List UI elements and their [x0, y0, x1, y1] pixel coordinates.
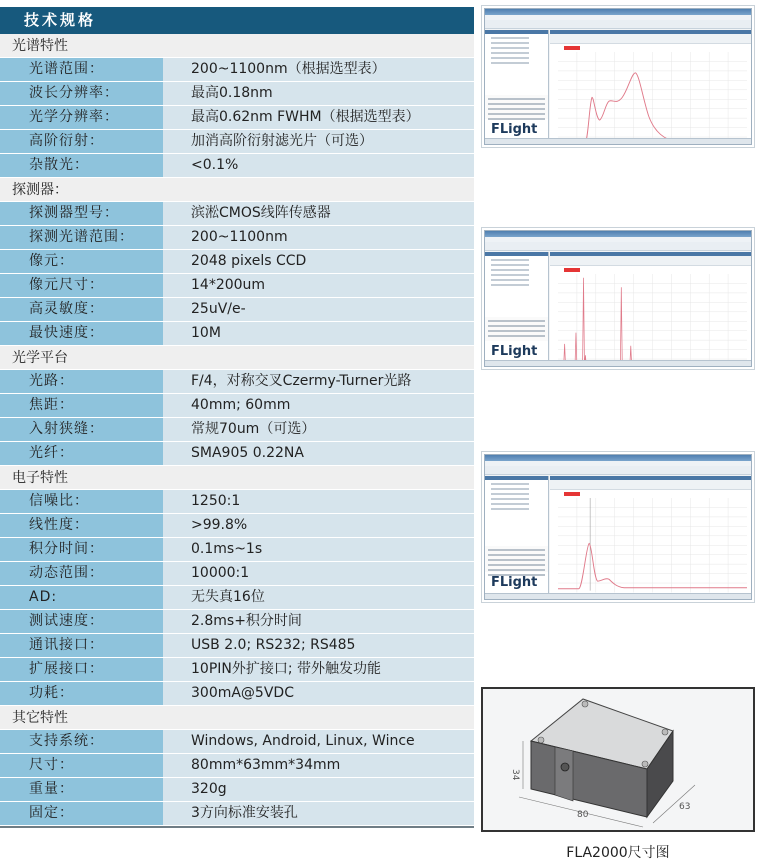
toolbar — [485, 242, 751, 251]
spec-label: 光谱范围： — [0, 58, 163, 81]
spec-value: <0.1% — [163, 154, 474, 177]
app-window — [484, 8, 752, 145]
spec-label: 像元： — [0, 250, 163, 273]
spec-label: 入射狭缝： — [0, 418, 163, 441]
spec-label: 尺寸： — [0, 754, 163, 777]
spec-label: 重量： — [0, 778, 163, 801]
spec-row — [0, 562, 474, 586]
length-dimension: 80 — [577, 810, 589, 820]
spec-value: 14*200um — [163, 274, 474, 297]
spec-row — [0, 514, 474, 538]
spec-value: 1250:1 — [163, 490, 474, 513]
spec-value: 无失真16位 — [163, 586, 474, 609]
left-panel — [485, 252, 549, 360]
spec-value: Windows, Android, Linux, Wince — [163, 730, 474, 753]
spec-value: 2.8ms+积分时间 — [163, 610, 474, 633]
flight-logo: FLight — [491, 574, 538, 590]
spec-value: 40mm; 60mm — [163, 394, 474, 417]
spec-row — [0, 250, 474, 274]
spec-bottom-rule — [0, 826, 474, 828]
spec-label: 功耗： — [0, 682, 163, 705]
spec-row — [0, 298, 474, 322]
app-window — [484, 230, 752, 367]
spec-label: 杂散光： — [0, 154, 163, 177]
section-header: 其它特性 — [0, 706, 474, 730]
device-3d-drawing — [483, 689, 753, 830]
spec-label: 焦距： — [0, 394, 163, 417]
spec-label: 最快速度： — [0, 322, 163, 345]
spec-label: 线性度： — [0, 514, 163, 537]
spec-row — [0, 106, 474, 130]
section-header: 探测器： — [0, 178, 474, 202]
spec-value: 3方向标准安装孔 — [163, 802, 474, 825]
toolbar — [485, 20, 751, 29]
spec-row — [0, 754, 474, 778]
red-tag — [564, 268, 580, 272]
spec-value: 300mA@5VDC — [163, 682, 474, 705]
spec-row — [0, 778, 474, 802]
spec-label: 像元尺寸： — [0, 274, 163, 297]
spectrum-panel — [550, 30, 751, 138]
spec-label: 光纤： — [0, 442, 163, 465]
spec-table — [0, 7, 474, 828]
spectrum-chart — [558, 274, 747, 367]
spec-label: 固定： — [0, 802, 163, 825]
app-window — [484, 454, 752, 600]
spec-row — [0, 730, 474, 754]
spec-label: 测试速度： — [0, 610, 163, 633]
section-header: 电子特性 — [0, 466, 474, 490]
red-tag — [564, 46, 580, 50]
statusbar — [485, 360, 751, 366]
spec-row — [0, 82, 474, 106]
spec-row — [0, 226, 474, 250]
spec-label: 信噪比： — [0, 490, 163, 513]
device-dimension-figure — [481, 687, 755, 832]
spec-row — [0, 394, 474, 418]
spec-label: AD: — [0, 586, 163, 609]
spec-label: 光学分辨率： — [0, 106, 163, 129]
spec-row — [0, 610, 474, 634]
height-dimension: 34 — [510, 769, 520, 781]
red-tag — [564, 492, 580, 496]
spec-row — [0, 202, 474, 226]
spec-value: 320g — [163, 778, 474, 801]
spec-row — [0, 370, 474, 394]
spec-value: F/4，对称交叉Czermy-Turner光路 — [163, 370, 474, 393]
spectrum-panel — [550, 476, 751, 593]
software-screenshot-1 — [481, 5, 755, 148]
spec-row — [0, 682, 474, 706]
section-header: 光谱特性 — [0, 34, 474, 58]
spec-value: 10M — [163, 322, 474, 345]
spec-value: 滨淞CMOS线阵传感器 — [163, 202, 474, 225]
spec-row — [0, 658, 474, 682]
spec-row — [0, 538, 474, 562]
toolbar — [485, 466, 751, 475]
spec-label: 光路： — [0, 370, 163, 393]
spec-value: 加消高阶衍射滤光片（可选） — [163, 130, 474, 153]
spec-value: 25uV/e- — [163, 298, 474, 321]
spec-value: 10PIN外扩接口; 带外触发功能 — [163, 658, 474, 681]
spec-row — [0, 586, 474, 610]
spec-value: 200~1100nm — [163, 226, 474, 249]
spec-value: 10000:1 — [163, 562, 474, 585]
spec-value: SMA905 0.22NA — [163, 442, 474, 465]
spec-row — [0, 154, 474, 178]
spec-body — [0, 34, 474, 826]
spec-label: 探测光谱范围： — [0, 226, 163, 249]
statusbar — [485, 138, 751, 144]
spec-value: USB 2.0; RS232; RS485 — [163, 634, 474, 657]
spec-row — [0, 442, 474, 466]
spectrum-panel — [550, 252, 751, 360]
spec-label: 积分时间： — [0, 538, 163, 561]
spec-label: 动态范围： — [0, 562, 163, 585]
spec-row — [0, 58, 474, 82]
spec-value: 最高0.18nm — [163, 82, 474, 105]
left-panel — [485, 476, 549, 593]
spec-title: 技术规格 — [0, 7, 474, 34]
spec-label: 支持系统： — [0, 730, 163, 753]
statusbar — [485, 593, 751, 599]
spec-value: 最高0.62nm FWHM（根据选型表） — [163, 106, 474, 129]
section-header: 光学平台 — [0, 346, 474, 370]
spec-row — [0, 802, 474, 826]
left-panel — [485, 30, 549, 138]
spec-row — [0, 490, 474, 514]
spectrum-chart — [558, 498, 747, 593]
software-screenshot-2 — [481, 227, 755, 370]
flight-logo: FLight — [491, 343, 538, 359]
spec-label: 探测器型号： — [0, 202, 163, 225]
spec-label: 扩展接口： — [0, 658, 163, 681]
software-screenshot-3 — [481, 451, 755, 603]
spec-value: 0.1ms~1s — [163, 538, 474, 561]
spec-value: >99.8% — [163, 514, 474, 537]
spec-value: 常规70um（可选） — [163, 418, 474, 441]
spec-value: 80mm*63mm*34mm — [163, 754, 474, 777]
spec-value: 200~1100nm（根据选型表） — [163, 58, 474, 81]
spec-row — [0, 130, 474, 154]
spec-label: 通讯接口： — [0, 634, 163, 657]
spec-row — [0, 634, 474, 658]
spec-label: 高灵敏度： — [0, 298, 163, 321]
spec-row — [0, 418, 474, 442]
spec-row — [0, 322, 474, 346]
spec-value: 2048 pixels CCD — [163, 250, 474, 273]
spec-label: 高阶衍射： — [0, 130, 163, 153]
width-dimension: 63 — [679, 802, 691, 812]
spec-label: 波长分辨率： — [0, 82, 163, 105]
device-caption: FLA2000尺寸图 — [566, 845, 670, 861]
flight-logo: FLight — [491, 121, 538, 137]
spectrum-chart — [558, 52, 747, 145]
spec-row — [0, 274, 474, 298]
